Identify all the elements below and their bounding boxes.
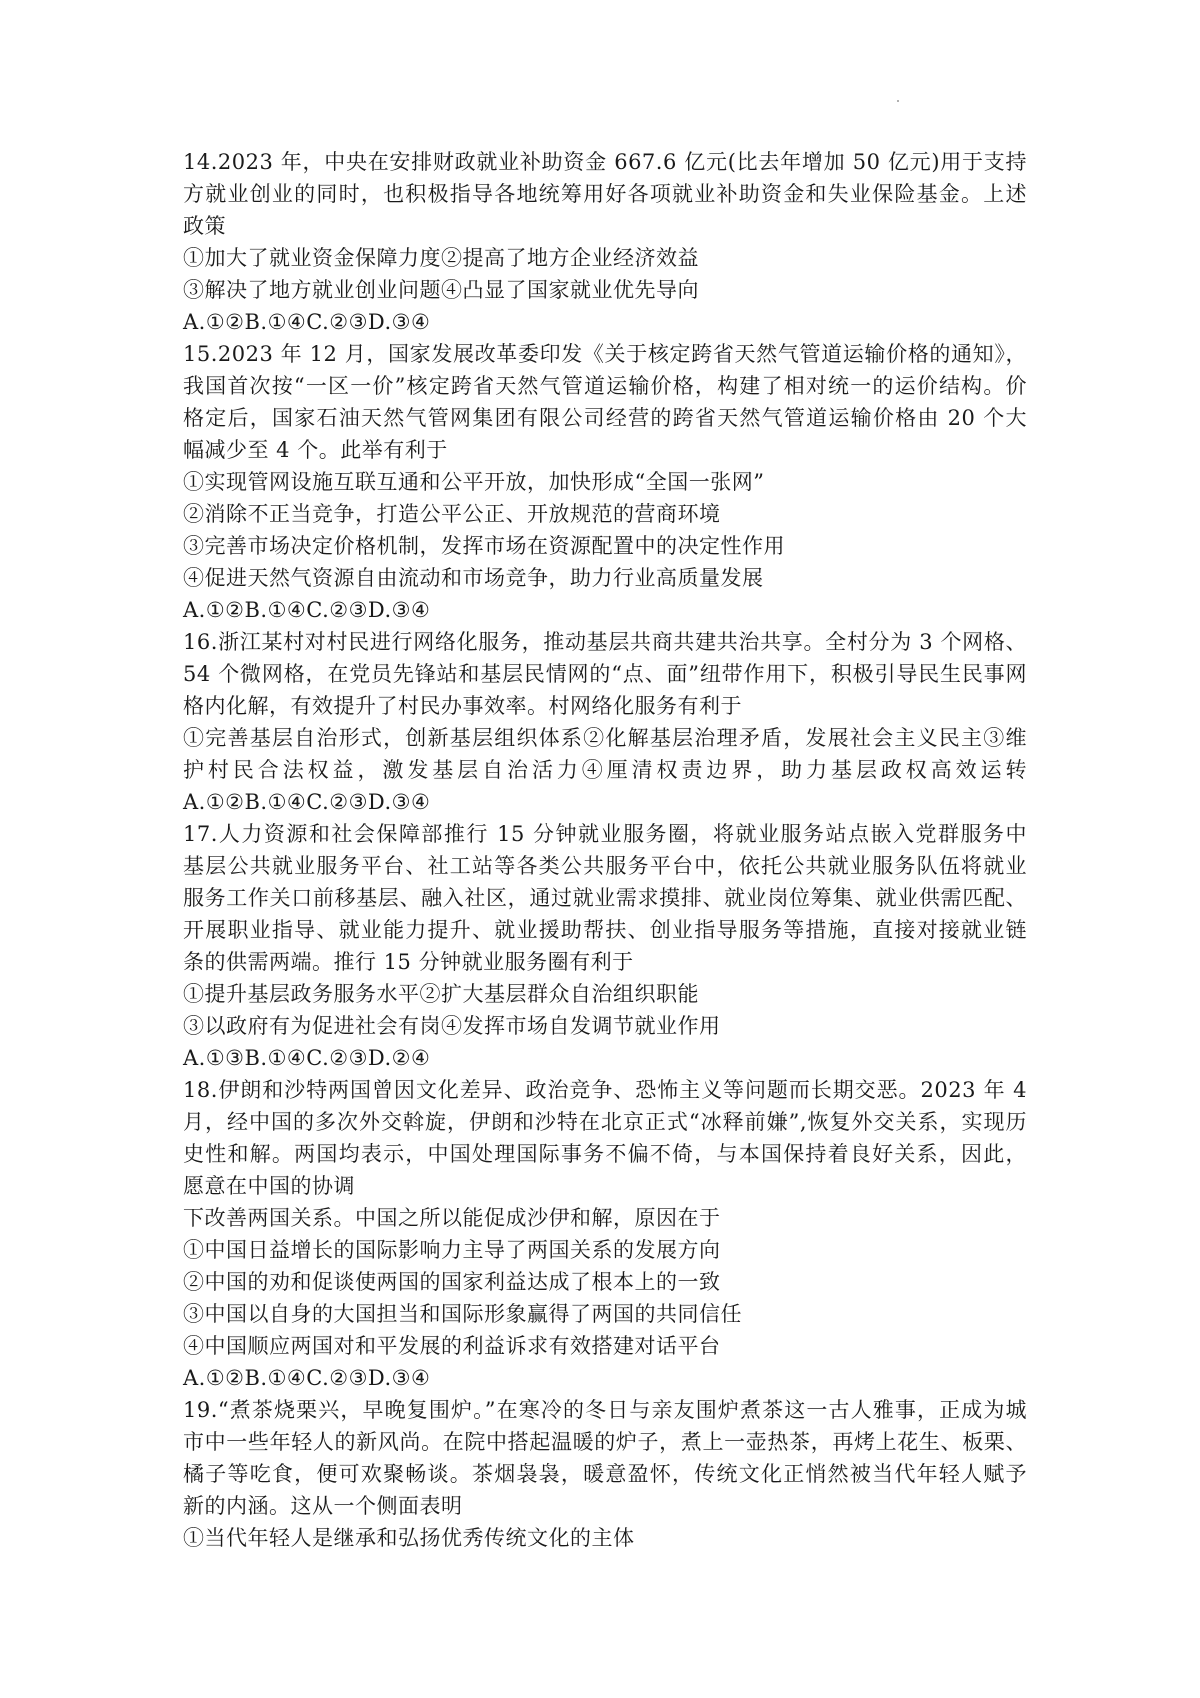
question-text-line: 市中一些年轻人的新风尚。在院中搭起温暖的炉子，煮上一壶热茶，再烤上花生、板栗、: [183, 1430, 1027, 1454]
option-line: ①中国日益增长的国际影响力主导了两国关系的发展方向: [183, 1238, 721, 1262]
option-line: ③解决了地方就业创业问题④凸显了国家就业优先导向: [183, 278, 699, 302]
option-line: ①完善基层自治形式，创新基层组织体系②化解基层治理矛盾，发展社会主义民主③维: [183, 726, 1027, 750]
question-text-line: 下改善两国关系。中国之所以能促成沙伊和解，原因在于: [183, 1206, 721, 1230]
question-text-line: 方就业创业的同时，也积极指导各地统筹用好各项就业补助资金和失业保险基金。上述: [183, 182, 1027, 206]
option-line: ③以政府有为促进社会有岗④发挥市场自发调节就业作用: [183, 1014, 721, 1038]
option-line: ①提升基层政务服务水平②扩大基层群众自治组织职能: [183, 982, 699, 1006]
question-text-line: 17.人力资源和社会保障部推行 15 分钟就业服务圈，将就业服务站点嵌入党群服务中: [183, 822, 1027, 846]
option-line: ②中国的劝和促谈使两国的国家利益达成了根本上的一致: [183, 1270, 721, 1294]
answer-choices: A.①②B.①④C.②③D.③④: [183, 598, 431, 622]
question-text-line: 护村民合法权益，激发基层自治活力④厘清权责边界，助力基层政权高效运转: [183, 758, 1027, 782]
question-text-line: 54 个微网格，在党员先锋站和基层民情网的“点、面”纽带作用下，积极引导民生民事网: [183, 662, 1027, 686]
option-line: ③完善市场决定价格机制，发挥市场在资源配置中的决定性作用: [183, 534, 785, 558]
question-text-line: 开展职业指导、就业能力提升、就业援助帮扶、创业指导服务等措施，直接对接就业链: [183, 918, 1027, 942]
question-15: [183, 338, 1027, 626]
question-text-line: 16.浙江某村对村民进行网络化服务，推动基层共商共建共治共享。全村分为 3 个网格、: [183, 630, 1027, 654]
question-18: [183, 1074, 1027, 1394]
question-text-line: 15.2023 年 12 月，国家发展改革委印发《关于核定跨省天然气管道运输价格的通知》，: [183, 342, 1027, 366]
question-text-line: 格定后，国家石油天然气管网集团有限公司经营的跨省天然气管道运输价格由 20 个大: [183, 406, 1027, 430]
question-text-line: 月，经中国的多次外交斡旋，伊朗和沙特在北京正式“冰释前嫌”,恢复外交关系，实现历: [183, 1110, 1027, 1134]
question-14: [183, 146, 1027, 338]
question-text-line: 基层公共就业服务平台、社工站等各类公共服务平台中，依托公共就业服务队伍将就业: [183, 854, 1027, 878]
option-line: ③中国以自身的大国担当和国际形象赢得了两国的共同信任: [183, 1302, 742, 1326]
question-17: [183, 818, 1027, 1074]
option-line: ④促进天然气资源自由流动和市场竞争，助力行业高质量发展: [183, 566, 764, 590]
option-line: ①当代年轻人是继承和弘扬优秀传统文化的主体: [183, 1526, 635, 1550]
question-text-line: 我国首次按“一区一价”核定跨省天然气管道运输价格，构建了相对统一的运价结构。价: [183, 374, 1027, 398]
question-text-line: 新的内涵。这从一个侧面表明: [183, 1494, 463, 1518]
question-text-line: 19.“煮茶烧栗兴，早晚复围炉。”在寒冷的冬日与亲友围炉煮茶这一古人雅事，正成为城: [183, 1398, 1027, 1422]
question-list: [183, 146, 1027, 1554]
question-16: [183, 626, 1027, 818]
answer-choices: A.①③B.①④C.②③D.②④: [183, 1046, 431, 1070]
option-line: ①加大了就业资金保障力度②提高了地方企业经济效益: [183, 246, 699, 270]
question-text-line: 条的供需两端。推行 15 分钟就业服务圈有利于: [183, 950, 634, 974]
question-19: [183, 1394, 1027, 1554]
answer-choices: A.①②B.①④C.②③D.③④: [183, 310, 431, 334]
answer-choices: A.①②B.①④C.②③D.③④: [183, 790, 431, 814]
answer-choices: A.①②B.①④C.②③D.③④: [183, 1366, 431, 1390]
scan-speck: [897, 100, 899, 102]
question-text-line: 格内化解，有效提升了村民办事效率。村网络化服务有利于: [183, 694, 742, 718]
option-line: ②消除不正当竞争，打造公平公正、开放规范的营商环境: [183, 502, 721, 526]
option-line: ①实现管网设施互联互通和公平开放，加快形成“全国一张网”: [183, 470, 765, 494]
question-text-line: 史性和解。两国均表示，中国处理国际事务不偏不倚，与本国保持着良好关系，因此，: [183, 1142, 1027, 1166]
question-text-line: 幅减少至 4 个。此举有利于: [183, 438, 448, 462]
option-line: ④中国顺应两国对和平发展的利益诉求有效搭建对话平台: [183, 1334, 721, 1358]
question-text-line: 政策: [183, 214, 226, 238]
question-text-line: 18.伊朗和沙特两国曾因文化差异、政治竞争、恐怖主义等问题而长期交恶。2023 年 4: [183, 1078, 1027, 1102]
question-text-line: 愿意在中国的协调: [183, 1174, 355, 1198]
question-text-line: 服务工作关口前移基层、融入社区，通过就业需求摸排、就业岗位筹集、就业供需匹配、: [183, 886, 1027, 910]
question-text-line: 橘子等吃食，便可欢聚畅谈。茶烟袅袅，暖意盈怀，传统文化正悄然被当代年轻人赋予: [183, 1462, 1027, 1486]
question-text-line: 14.2023 年，中央在安排财政就业补助资金 667.6 亿元(比去年增加 50 亿元)用于支持: [183, 150, 1027, 174]
